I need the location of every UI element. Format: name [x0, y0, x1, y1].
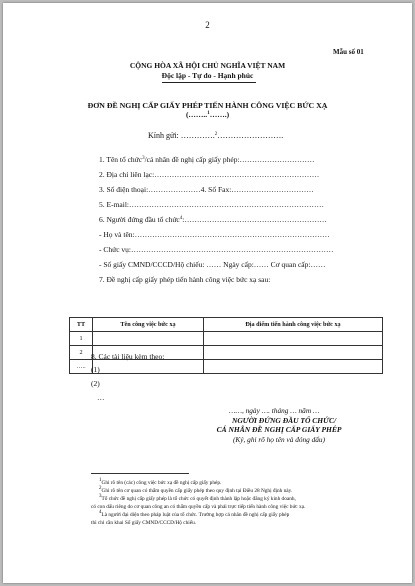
motto-underline [162, 82, 256, 83]
footnote-ref: 3 [142, 156, 145, 161]
page-number: 2 [205, 20, 210, 30]
footnote-ref: 1 [207, 111, 210, 116]
footnote-continued: có con dấu riêng do cơ quan công an có thẩm quyền cấp và phải trực tiếp tiến hành công việc bức xạ. [91, 504, 306, 510]
column-header: TT [70, 318, 93, 332]
attachments-label: 8. Các tài liệu kèm theo: [91, 352, 165, 361]
signatory-title-line2: CÁ NHÂN ĐỀ NGHỊ CẤP GIẤY PHÉP [216, 425, 342, 434]
field-full-name: - Họ và tên:…………………………………………………………………… [99, 230, 330, 239]
footnote: $^2$Ghi rõ tên cơ quan có thẩm quyền cấp giấy phép theo quy định tại Điều 28 Nghị định này. [99, 486, 293, 494]
attachment-item: (1) [91, 365, 100, 374]
field-organization-name: 1. Tên tổ chức$^3$/cá nhân đề nghị cấp giấy phép:………………………… [99, 155, 315, 164]
form-subtitle: (……..$^1$…….) [185, 110, 230, 119]
document-page [3, 3, 412, 583]
signatory-title-line1: NGƯỜI ĐỨNG ĐẦU TỔ CHỨC/ [231, 416, 337, 425]
field-request: 7. Đề nghị cấp giấy phép tiến hành công việc bức xạ sau: [99, 275, 271, 284]
signature-date: ……, ngày …. tháng … năm … [229, 406, 320, 415]
table-cell [204, 332, 383, 346]
footnote-continued: thì chỉ cần khai Số giấy CMND/CCCD/Hộ chiếu. [91, 520, 197, 526]
table-cell [93, 332, 204, 346]
nation-header: CỘNG HÒA XÃ HỘI CHỦ NGHĨA VIỆT NAM [129, 61, 286, 70]
table-cell [93, 360, 204, 374]
table-cell: 1 [70, 332, 93, 346]
footnote: $^1$Ghi rõ tên (các) công việc bức xạ đề nghị cấp giấy phép. [99, 478, 222, 486]
table-row [70, 332, 383, 346]
field-head-of-organization: 6. Người đứng đầu tổ chức$^4$:………………………………………………… [99, 215, 327, 224]
footnote-separator [91, 473, 189, 474]
table-cell: ….. [70, 360, 93, 374]
table-cell [204, 346, 383, 360]
column-header: Địa điểm tiến hành công việc bức xạ [204, 318, 383, 332]
field-email: 5. E-mail:…………………………………………………………………… [99, 200, 324, 209]
attachment-item: (2) [91, 379, 100, 388]
footnote: $^4$Là người đại diện theo pháp luật của tổ chức. Trường hợp cá nhân đề nghị cấp giấy phép [99, 510, 290, 518]
field-position: - Chức vụ:……………………………………………………………………… [99, 245, 334, 254]
table-row [70, 360, 383, 374]
footnote-ref: 2 [214, 132, 218, 137]
motto: Độc lập - Tự do - Hạnh phúc [161, 70, 254, 80]
footnote: $^3$Tổ chức đề nghị cấp giấy phép là tổ chức có quyết định thành lập hoặc đăng ký kinh doanh, [99, 494, 296, 502]
table-cell [204, 360, 383, 374]
column-header: Tên công việc bức xạ [93, 318, 204, 332]
form-title: ĐƠN ĐỀ NGHỊ CẤP GIẤY PHÉP TIẾN HÀNH CÔNG VIỆC BỨC XẠ [87, 101, 328, 110]
addressee-line: Kính gửi: ………….$^2$……………………. [148, 131, 284, 140]
attachment-item: … [97, 393, 105, 402]
field-address: 2. Địa chỉ liên lạc:………………………………………………………… [99, 170, 320, 179]
form-code: Mẫu số 01 [333, 48, 364, 56]
field-phone-fax: 3. Số điện thoại:…………………4. Số Fax:…………………………… [99, 185, 314, 194]
work-table [69, 317, 383, 374]
table-header-row [70, 318, 383, 332]
footnote-ref: 4 [179, 216, 183, 221]
signature-note: (Ký, ghi rõ họ tên và đóng dấu) [232, 435, 325, 444]
table-cell: 2 [70, 346, 93, 360]
field-id-document: - Số giấy CMND/CCCD/Hộ chiếu: …… Ngày cấp:…… Cơ quan cấp:…… [99, 260, 326, 269]
